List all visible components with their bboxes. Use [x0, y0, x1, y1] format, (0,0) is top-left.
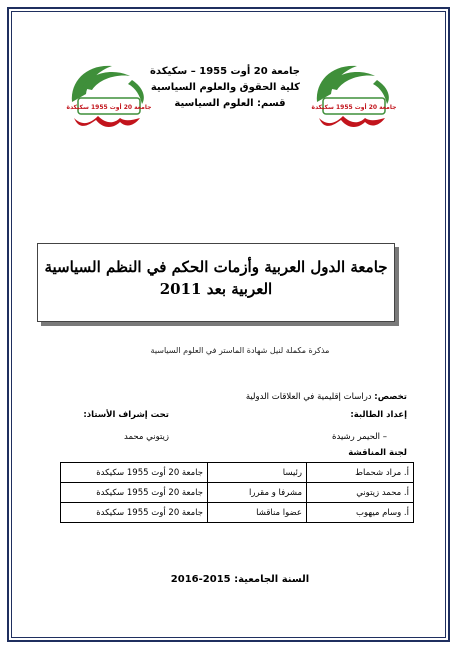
faculty-name: كلية الحقوق والعلوم السياسية [150, 82, 300, 93]
logo-right-text: جامعة 20 أوت 1955 سكيكدة [311, 104, 397, 111]
university-logo-left [60, 58, 152, 138]
supervisor-name: زيتوني محمد [124, 432, 169, 442]
logo-left-text: جامعة 20 أوت 1955 سكيكدة [66, 104, 152, 111]
member-name: أ. مراد شحماط [307, 463, 414, 483]
academic-year: السنة الجامعية: 2015-2016 [170, 574, 310, 585]
university-logo-right [305, 58, 397, 138]
member-name: أ. وسام ميهوب [307, 503, 414, 523]
specialty-line [246, 392, 407, 402]
table-row [61, 483, 414, 503]
prepared-by-label: إعداد الطالبة: [350, 410, 407, 420]
committee-label: لجنة المناقشة [348, 448, 407, 458]
table-row [61, 463, 414, 483]
thesis-title-box [37, 243, 395, 322]
university-name: جامعة 20 أوت 1955 – سكيكدة [150, 66, 300, 77]
student-name: – الحيمر رشيدة [332, 432, 387, 442]
specialty-label: تخصص: [374, 392, 407, 402]
table-row [61, 503, 414, 523]
supervisor-label: تحت إشراف الأستاذ: [83, 410, 169, 420]
institution-header [150, 64, 300, 112]
specialty-value: دراسات إقليمية في العلاقات الدولية [245, 392, 372, 402]
member-institution: جامعة 20 أوت 1955 سكيكدة [61, 463, 208, 483]
thesis-title-line1: جامعة الدول العربية وأزمات الحكم في النظم السياسية [44, 258, 388, 276]
member-role: عضوا مناقشا [208, 503, 307, 523]
member-role: رئيسا [208, 463, 307, 483]
member-institution: جامعة 20 أوت 1955 سكيكدة [61, 483, 208, 503]
committee-table [60, 462, 414, 523]
thesis-title-line2: العربية بعد 2011 [159, 280, 273, 298]
member-role: مشرفا و مقررا [208, 483, 307, 503]
member-name: أ. محمد زيتوني [307, 483, 414, 503]
member-institution: جامعة 20 أوت 1955 سكيكدة [61, 503, 208, 523]
memo-description: مذكرة مكملة لنيل شهادة الماستر في العلوم السياسية [150, 346, 330, 355]
department-name: قسم: العلوم السياسية [174, 98, 286, 109]
